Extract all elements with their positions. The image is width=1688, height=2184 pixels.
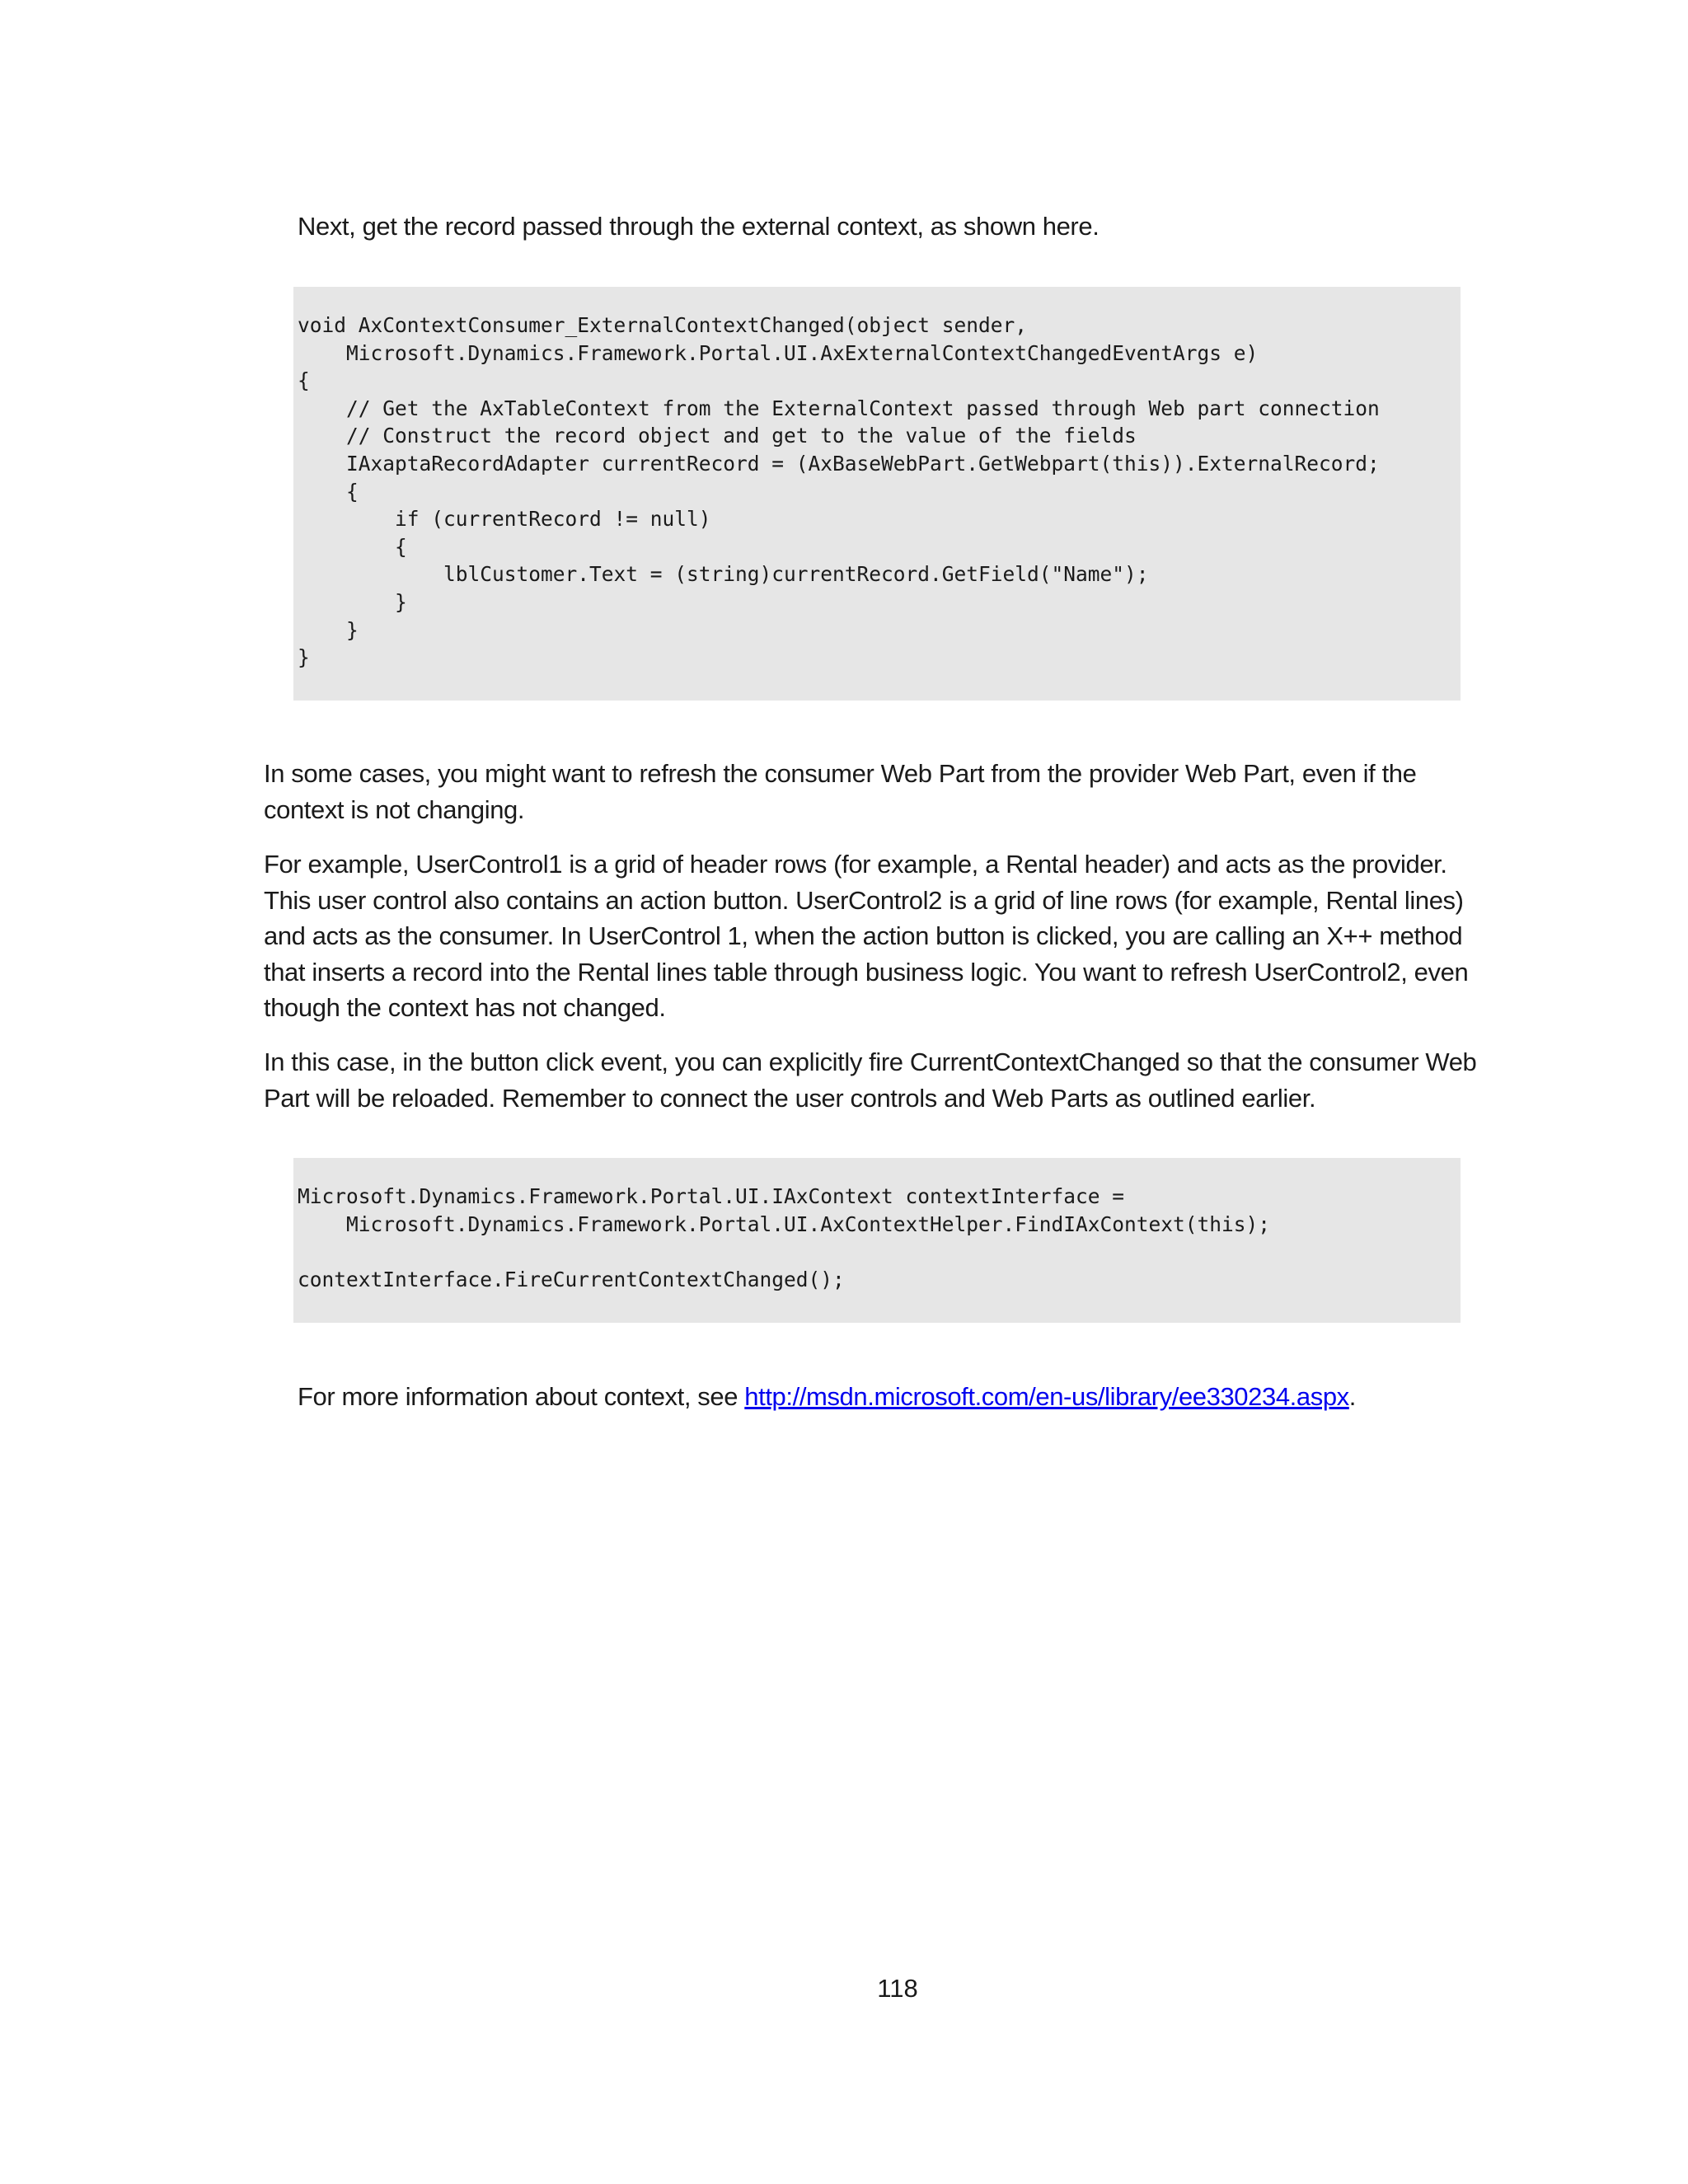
msdn-context-link[interactable]: http://msdn.microsoft.com/en-us/library/ee330234.aspx [744, 1382, 1349, 1411]
code-block-external-context [293, 287, 1461, 701]
code-line: { [298, 368, 310, 393]
code-listing-fire-context [298, 1183, 1270, 1293]
paragraph-refresh-consumer: In some cases, you might want to refresh the consumer Web Part from the provider Web Part, even if the context is not changing. [264, 759, 1417, 824]
code-listing-external-context [298, 312, 1380, 672]
code-line: // Construct the record object and get to the value of the fields [346, 424, 1137, 448]
code-line: if (currentRecord != null) [395, 507, 711, 532]
paragraph-example-usercontrols: For example, UserControl1 is a grid of header rows (for example, a Rental header) and acts as the provider. This user control also contains an action button. UserControl2 is a grid of line rows (for example, Rental lines) and acts as the consumer. In UserControl 1, when the action button is clicked, you are calling an X++ method that inserts a record into the Rental lines table through business logic. You want to refresh UserControl2, even though the context has not changed. [264, 850, 1469, 1022]
code-line: IAxaptaRecordAdapter currentRecord = (AxBaseWebPart.GetWebpart(this)).ExternalRecord; [346, 451, 1380, 476]
code-line: contextInterface.FireCurrentContextChanged(); [298, 1267, 845, 1291]
code-line: } [346, 617, 359, 642]
code-line: void AxContextConsumer_ExternalContextChanged(object sender, [298, 313, 1028, 337]
code-line: { [346, 479, 359, 504]
paragraph-fire-context-changed: In this case, in the button click event, you can explicitly fire CurrentContextChanged so that the consumer Web Part will be reloaded. Remember to connect the user controls and Web Parts as outlined earlier. [264, 1047, 1477, 1113]
code-line: Microsoft.Dynamics.Framework.Portal.UI.AxContextHelper.FindIAxContext(this); [346, 1212, 1271, 1236]
code-line: { [395, 534, 407, 559]
code-line: // Get the AxTableContext from the ExternalContext passed through Web part connection [346, 396, 1380, 420]
code-line: } [395, 589, 407, 614]
more-info-text: For more information about context, see [298, 1382, 745, 1411]
code-line: } [298, 645, 310, 670]
code-line: Microsoft.Dynamics.Framework.Portal.UI.AxExternalContextChangedEventArgs e) [346, 340, 1259, 365]
intro-paragraph: Next, get the record passed through the external context, as shown here. [298, 212, 1100, 241]
code-block-fire-context [293, 1158, 1461, 1323]
page-number: 118 [877, 1974, 918, 2003]
code-line: lblCustomer.Text = (string)currentRecord.GetField("Name"); [443, 562, 1149, 587]
more-info-period: . [1348, 1382, 1356, 1411]
code-line: Microsoft.Dynamics.Framework.Portal.UI.IAxContext contextInterface = [298, 1184, 1125, 1208]
more-info-paragraph [298, 1379, 1493, 1415]
